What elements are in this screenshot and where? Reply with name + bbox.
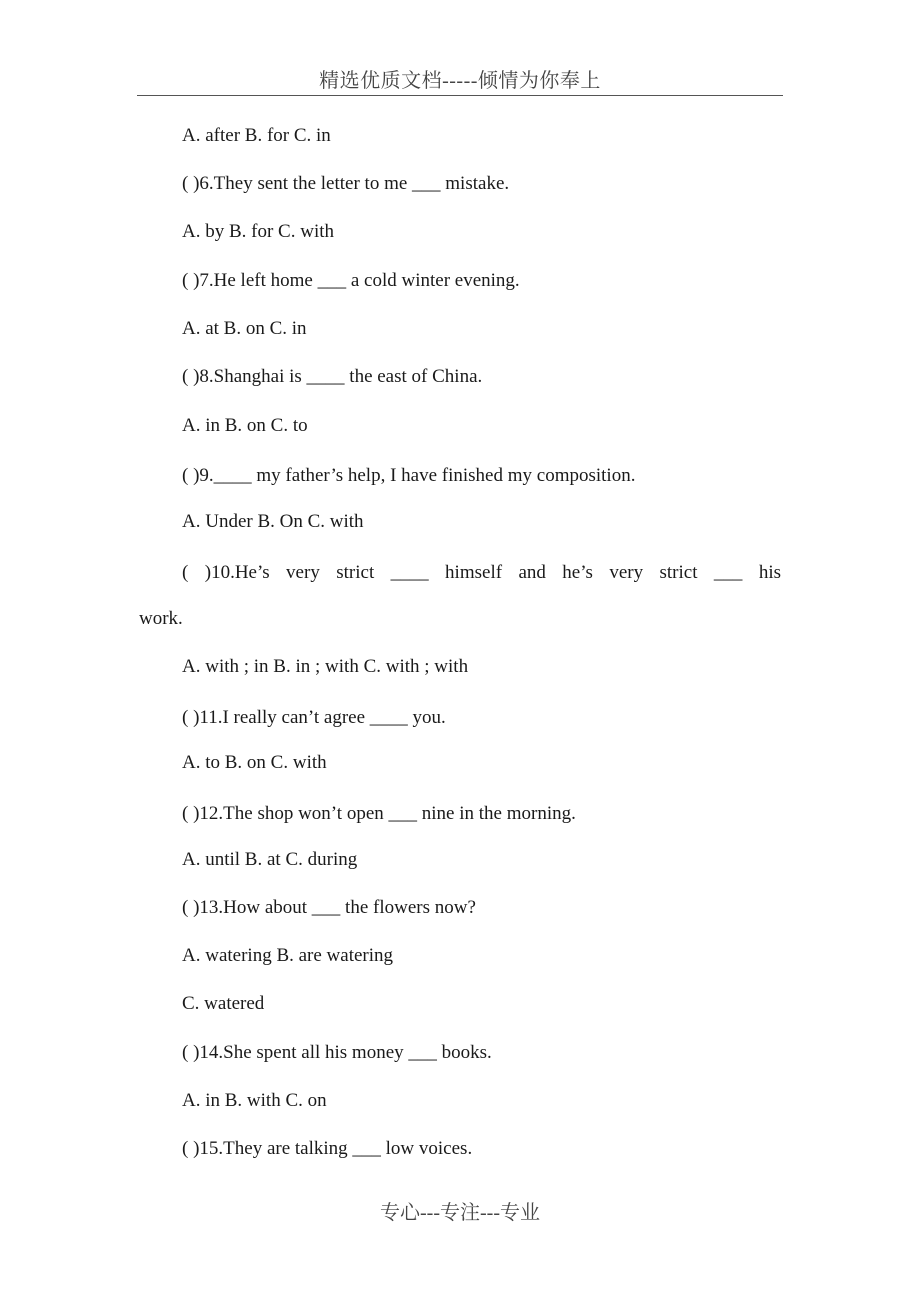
question-7: ( )7.He left home ___ a cold winter evening. — [182, 270, 520, 291]
question-11: ( )11.I really can’t agree ____ you. — [182, 707, 446, 728]
question-8: ( )8.Shanghai is ____ the east of China. — [182, 366, 483, 387]
question-10-continuation: work. — [139, 608, 183, 629]
answer-options-q5: A. after B. for C. in — [182, 125, 331, 146]
question-14: ( )14.She spent all his money ___ books. — [182, 1042, 492, 1063]
answer-options-q14: A. in B. with C. on — [182, 1090, 327, 1111]
question-13: ( )13.How about ___ the flowers now? — [182, 897, 476, 918]
page-footer: 专心---专注---专业 — [380, 1202, 540, 1224]
answer-options-q8: A. in B. on C. to — [182, 415, 308, 436]
answer-options-q10: A. with ; in B. in ; with C. with ; with — [182, 656, 469, 677]
question-10: ( )10.He’s very strict ____ himself and he’s very strict ___ his — [182, 562, 781, 583]
question-9: ( )9.____ my father’s help, I have finished my composition. — [182, 465, 636, 486]
question-12: ( )12.The shop won’t open ___ nine in the morning. — [182, 803, 576, 824]
answer-options-q9: A. Under B. On C. with — [182, 511, 364, 532]
header-divider — [137, 95, 783, 96]
answer-options-q6: A. by B. for C. with — [182, 221, 334, 242]
page-header: 精选优质文档-----倾情为你奉上 — [319, 70, 601, 92]
question-6: ( )6.They sent the letter to me ___ mistake. — [182, 173, 510, 194]
answer-options-q13: A. watering B. are watering — [182, 945, 394, 966]
answer-options-q11: A. to B. on C. with — [182, 752, 327, 773]
question-15: ( )15.They are talking ___ low voices. — [182, 1138, 473, 1159]
answer-options-q13-continued: C. watered — [182, 993, 265, 1014]
answer-options-q7: A. at B. on C. in — [182, 318, 307, 339]
answer-options-q12: A. until B. at C. during — [182, 849, 358, 870]
